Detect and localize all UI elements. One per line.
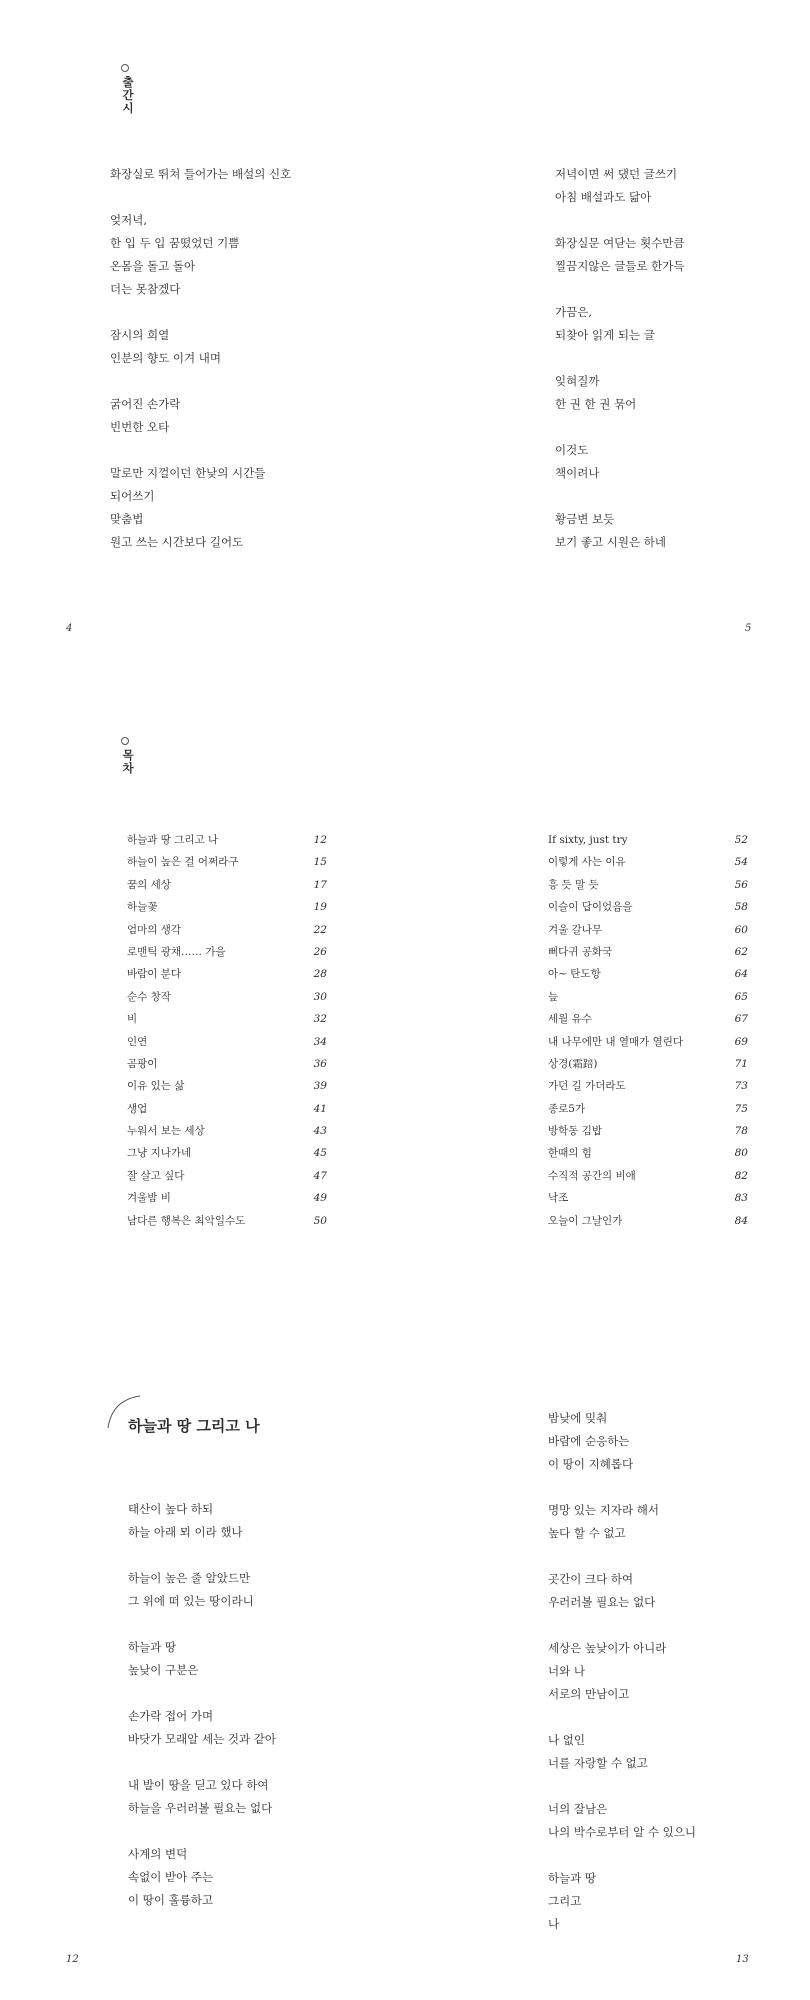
toc-entry-title: 가던 길 가더라도 (548, 1080, 626, 1093)
toc-entry-title: 하늘이 높은 걸 어쩌라구 (127, 856, 239, 869)
title-marker-circle (121, 64, 129, 72)
toc-entry-title: 오늘이 그날인가 (548, 1214, 623, 1227)
poem-line: 가끔은, (555, 305, 592, 319)
poem-line: 바닷가 모래알 세는 것과 같아 (128, 1732, 276, 1746)
toc-entry[interactable] (127, 963, 327, 985)
toc-entry-title: 비 (127, 1013, 138, 1026)
stanza-gap (128, 1613, 276, 1636)
toc-entry-title: 이렇게 사는 이유 (548, 856, 626, 869)
stanza-gap (548, 1614, 696, 1637)
toc-entry-page: 67 (734, 1013, 748, 1026)
toc-entry-title: 인연 (127, 1035, 148, 1048)
toc-entry-page: 56 (734, 878, 748, 891)
toc-entry-title: 흥 듯 말 듯 (548, 878, 599, 891)
toc-entry[interactable] (548, 829, 748, 851)
stanza-gap (110, 439, 291, 462)
poem-line: 한 입 두 입 꿈떴었던 기쁨 (110, 236, 240, 250)
poem-line: 하늘과 땅 (128, 1640, 177, 1654)
stanza-gap (110, 186, 291, 209)
poem-line: 태산이 높다 하되 (128, 1502, 214, 1516)
toc-entry-page: 82 (734, 1169, 748, 1182)
toc-entry[interactable] (127, 874, 327, 896)
toc-entry-title: 상경(霜踣) (548, 1057, 598, 1070)
stanza-gap (110, 301, 291, 324)
toc-entry-page: 17 (313, 878, 327, 891)
toc-entry-title: 종로5가 (548, 1102, 586, 1115)
toc-entry[interactable] (127, 1142, 327, 1164)
toc-entry-page: 69 (734, 1035, 748, 1048)
poem-line: 나 (548, 1917, 560, 1931)
page-number-left: 12 (66, 1954, 79, 1965)
toc-entry-page: 50 (313, 1214, 327, 1227)
toc-entry[interactable] (127, 829, 327, 851)
toc-entry-title: 방학동 김밥 (548, 1125, 603, 1138)
title-marker-circle (121, 737, 129, 745)
poem-line: 이 땅이 지혜롭다 (548, 1457, 634, 1471)
stanza-gap (110, 370, 291, 393)
stanza-gap (555, 416, 685, 439)
toc-entry-title: 하늘꽃 (127, 901, 158, 914)
toc-title-vertical (121, 749, 135, 775)
toc-entry-page: 12 (313, 834, 327, 846)
toc-entry[interactable] (548, 919, 748, 941)
poem-line: 엊저녁, (110, 213, 147, 227)
poem-line: 인분의 향도 이겨 내며 (110, 351, 221, 365)
stanza-gap (555, 209, 685, 232)
poem-line: 속없이 받아 주는 (128, 1870, 214, 1884)
toc-entry[interactable] (548, 986, 748, 1008)
toc-entry[interactable] (548, 851, 748, 873)
poem-line: 바람에 순응하는 (548, 1434, 630, 1448)
toc-entry[interactable] (127, 1165, 327, 1187)
toc-entry[interactable] (548, 1187, 748, 1209)
toc-entry-title: 뻐다귀 공화국 (548, 945, 613, 958)
poem-line: 책이려나 (555, 466, 600, 480)
title-char: 간 (122, 88, 134, 102)
toc-entry-page: 43 (313, 1125, 327, 1138)
toc-entry-page: 54 (734, 856, 748, 869)
page-number-right: 13 (736, 1954, 749, 1965)
poem-right-column (548, 1407, 696, 1936)
toc-entry[interactable] (548, 1008, 748, 1030)
toc-entry[interactable] (127, 896, 327, 918)
toc-entry[interactable] (548, 1210, 748, 1232)
poem-title: 하늘과 땅 그리고 나 (128, 1417, 260, 1435)
poem-line: 세상은 높낮이가 아니라 (548, 1641, 667, 1655)
toc-entry-page: 71 (734, 1057, 748, 1070)
toc-entry[interactable] (127, 919, 327, 941)
toc-entry-title: 이슬이 답이었음을 (548, 901, 633, 914)
toc-entry-title: 수직적 공간의 비애 (548, 1169, 636, 1182)
poem-line: 굵어진 손가락 (110, 397, 181, 411)
poem-line: 황금변 보듯 (555, 512, 615, 526)
toc-entry-page: 84 (734, 1214, 748, 1227)
toc-entry-page: 64 (734, 968, 748, 981)
poem-line: 저녁이면 써 댔던 글쓰기 (555, 167, 678, 181)
poem-line: 하늘과 땅 (548, 1871, 597, 1885)
toc-entry-page: 28 (313, 968, 327, 981)
toc-entry[interactable] (127, 1075, 327, 1097)
toc-entry-page: 83 (734, 1192, 748, 1205)
poem-line: 사계의 변덕 (128, 1847, 188, 1861)
stanza-gap (548, 1775, 696, 1798)
toc-entry-page: 32 (313, 1013, 327, 1026)
stanza-gap (128, 1820, 276, 1843)
poem-line: 잊혀질까 (555, 374, 600, 388)
stanza-gap (555, 278, 685, 301)
stanza-gap (128, 1544, 276, 1567)
toc-entry-title: 겨울 갈나무 (548, 923, 603, 936)
poem-line: 되어쓰기 (110, 489, 155, 503)
toc-entry-page: 52 (734, 834, 748, 846)
title-char: 목 (122, 748, 134, 762)
poem-line: 하늘 아래 뫼 이라 했나 (128, 1525, 243, 1539)
toc-right-column (548, 829, 748, 1232)
toc-entry[interactable] (548, 1165, 748, 1187)
poem-line: 한 권 한 권 묶어 (555, 397, 637, 411)
poem-line: 말로만 지껄이던 한낮의 시간들 (110, 466, 266, 480)
page-number-right: 5 (745, 623, 752, 634)
poem-line: 그리고 (548, 1894, 582, 1908)
toc-entry-title: 잘 살고 싶다 (127, 1169, 185, 1182)
toc-entry-page: 62 (734, 945, 748, 958)
toc-entry-title: 곰팡이 (127, 1057, 158, 1070)
toc-entry[interactable] (127, 1053, 327, 1075)
toc-entry-title: 겨울밤 비 (127, 1192, 171, 1205)
toc-entry[interactable] (127, 986, 327, 1008)
toc-entry-title: 누워서 보는 세상 (127, 1125, 205, 1138)
toc-entry-page: 47 (313, 1169, 327, 1182)
poem-line: 높낮이 구분은 (128, 1663, 199, 1677)
poem-line: 찔끔지않은 글들로 한가득 (555, 259, 685, 273)
poem-line: 화장실문 여닫는 횟수만큼 (555, 236, 685, 250)
toc-entry-title: 엄마의 생각 (127, 923, 182, 936)
toc-entry[interactable] (548, 1075, 748, 1097)
toc-entry[interactable] (548, 1053, 748, 1075)
poem-line: 내 발이 땅을 딛고 있다 하여 (128, 1778, 269, 1792)
poem-line: 원고 쓰는 시간보다 길어도 (110, 535, 244, 549)
toc-entry-page: 39 (313, 1080, 327, 1093)
poem-line: 명망 있는 지자라 해서 (548, 1503, 659, 1517)
poem-line: 이 땅이 훌륭하고 (128, 1893, 214, 1907)
stanza-gap (128, 1751, 276, 1774)
toc-entry-page: 65 (734, 990, 748, 1003)
poem-left-column (110, 163, 291, 554)
toc-entry-page: 49 (313, 1192, 327, 1205)
stanza-gap (548, 1545, 696, 1568)
toc-entry-page: 19 (313, 901, 327, 914)
poem-line: 맞춤법 (110, 512, 144, 526)
poem-line: 더는 못참겠다 (110, 282, 181, 296)
toc-entry-page: 15 (313, 856, 327, 869)
toc-entry-page: 60 (734, 923, 748, 936)
page-number-left: 4 (66, 623, 73, 634)
poem-line: 온몸을 돌고 돌아 (110, 259, 196, 273)
toc-entry[interactable] (548, 941, 748, 963)
toc-entry-title: 로맨틱 광채…… 가을 (127, 945, 226, 958)
toc-entry[interactable] (548, 896, 748, 918)
toc-entry-page: 22 (313, 923, 327, 936)
toc-entry[interactable] (127, 1187, 327, 1209)
poem-line: 너를 자랑할 수 없고 (548, 1756, 648, 1770)
poem-line: 보기 좋고 시원은 하네 (555, 535, 666, 549)
toc-entry-title: 남다른 행복은 최악일수도 (127, 1214, 246, 1227)
poem-left-column (128, 1498, 276, 1912)
poem-line: 너와 나 (548, 1664, 585, 1678)
toc-entry[interactable] (548, 963, 748, 985)
poem-line: 나의 박수로부터 알 수 있으니 (548, 1825, 696, 1839)
toc-entry[interactable] (548, 1120, 748, 1142)
toc-entry-title: 꿈의 세상 (127, 878, 171, 891)
toc-entry-title: 이유 있는 삶 (127, 1080, 185, 1093)
toc-entry[interactable] (127, 1120, 327, 1142)
toc-entry-page: 75 (734, 1102, 748, 1115)
poem-line: 우러러볼 필요는 없다 (548, 1595, 656, 1609)
toc-entry-title: 늪 (548, 990, 559, 1003)
poem-line: 곳간이 크다 하여 (548, 1572, 634, 1586)
toc-entry-page: 80 (734, 1147, 748, 1160)
poem-line: 서로의 만남이고 (548, 1687, 630, 1701)
toc-entry[interactable] (127, 1031, 327, 1053)
toc-entry[interactable] (127, 1210, 327, 1232)
stanza-gap (555, 485, 685, 508)
title-char: 차 (122, 761, 134, 775)
toc-entry[interactable] (548, 1031, 748, 1053)
title-char: 시 (122, 101, 134, 115)
poem-line: 되찾아 읽게 되는 글 (555, 328, 655, 342)
poem-line: 빈번한 오타 (110, 420, 170, 434)
poem-line: 잠시의 희열 (110, 328, 170, 342)
toc-entry-page: 41 (313, 1102, 327, 1115)
toc-entry-title: 세월 유수 (548, 1013, 592, 1026)
toc-entry[interactable] (548, 1098, 748, 1120)
stanza-gap (548, 1706, 696, 1729)
toc-entry-title: 생업 (127, 1102, 148, 1115)
toc-entry[interactable] (548, 1142, 748, 1164)
toc-entry-page: 36 (313, 1057, 327, 1070)
poem-line: 이것도 (555, 443, 589, 457)
poem-line: 너의 잘남은 (548, 1802, 608, 1816)
toc-entry-page: 34 (313, 1035, 327, 1048)
toc-entry[interactable] (127, 941, 327, 963)
toc-entry-page: 78 (734, 1125, 748, 1138)
stanza-gap (555, 347, 685, 370)
toc-entry-page: 58 (734, 901, 748, 914)
stanza-gap (548, 1844, 696, 1867)
toc-entry-page: 45 (313, 1147, 327, 1160)
toc-entry[interactable] (127, 1008, 327, 1030)
toc-entry-page: 26 (313, 945, 327, 958)
toc-entry[interactable] (127, 851, 327, 873)
toc-entry-title: 바람이 분다 (127, 968, 182, 981)
poem-line: 높다 할 수 없고 (548, 1526, 626, 1540)
toc-entry-page: 73 (734, 1080, 748, 1093)
toc-entry[interactable] (127, 1098, 327, 1120)
section-title-vertical (121, 76, 135, 115)
poem-line: 밤낮에 밎춰 (548, 1411, 608, 1425)
toc-entry[interactable] (548, 874, 748, 896)
poem-line: 아침 배설과도 닮아 (555, 190, 652, 204)
toc-entry-page: 30 (313, 990, 327, 1003)
poem-line: 하늘이 높은 줄 알았드만 (128, 1571, 251, 1585)
toc-entry-title: 한때의 힘 (548, 1147, 592, 1160)
toc-entry-title: 그냥 지나가네 (127, 1147, 192, 1160)
toc-entry-title: 하늘과 땅 그리고 나 (127, 834, 219, 846)
poem-line: 나 없인 (548, 1733, 585, 1747)
poem-line: 그 위에 떠 있는 땅이라니 (128, 1594, 254, 1608)
poem-right-column (555, 163, 685, 554)
toc-entry-title: 아~ 탄도항 (548, 968, 601, 981)
toc-entry-title: 순수 창작 (127, 990, 171, 1003)
toc-left-column (127, 829, 327, 1232)
stanza-gap (548, 1476, 696, 1499)
toc-entry-title: If sixty, just try (548, 834, 628, 846)
poem-line: 하늘을 우러러볼 필요는 없다 (128, 1801, 273, 1815)
title-char: 출 (122, 75, 134, 89)
toc-entry-title: 내 나무에만 내 열매가 열린다 (548, 1035, 684, 1048)
toc-entry-title: 낙조 (548, 1192, 569, 1205)
poem-line: 화장실로 뛰쳐 들어가는 배설의 신호 (110, 167, 292, 181)
poem-line: 손가락 접어 가며 (128, 1709, 214, 1723)
stanza-gap (128, 1682, 276, 1705)
